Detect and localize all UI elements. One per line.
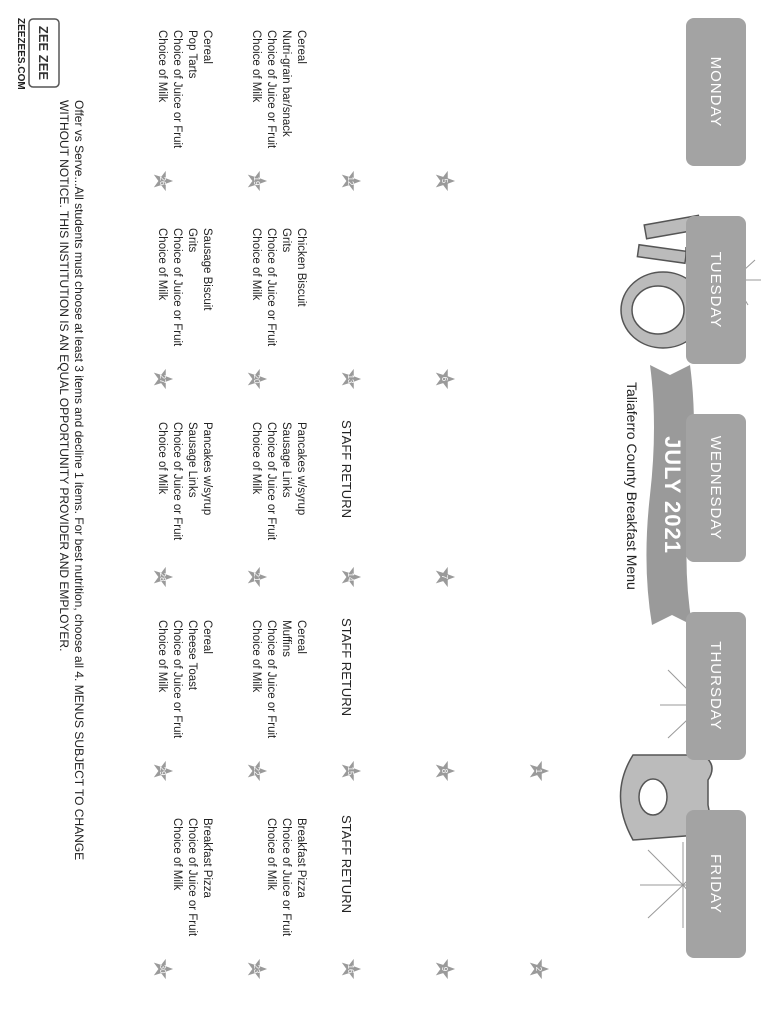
menu-item: Sausage Biscuit bbox=[201, 228, 213, 311]
date-star bbox=[340, 760, 362, 782]
footer-line: Offer vs Serve...All students must choose at least 3 items and decline 1 items. For best nutrition, choose all 4. MENUS SUBJECT TO CHANGE bbox=[72, 100, 86, 861]
page-subtitle: Taliaferro County Breakfast Menu bbox=[624, 382, 640, 590]
date-label: 5 bbox=[440, 178, 450, 184]
day-header-friday: FRIDAY bbox=[686, 810, 746, 958]
menu-item: Choice of Juice or Fruit bbox=[171, 228, 183, 347]
staff-return-friday: STAFF RETURN bbox=[339, 815, 354, 913]
date-label: 19 bbox=[252, 176, 262, 186]
menu-cell-wednesday-21 bbox=[248, 422, 308, 592]
menu-item: Choice of Juice or Fruit bbox=[265, 30, 277, 149]
menu-item: Choice of Milk bbox=[156, 228, 168, 301]
menu-item: Choice of Milk bbox=[250, 30, 262, 103]
menu-item: Choice of Milk bbox=[171, 818, 183, 891]
logo-text: ZEE ZEE bbox=[36, 25, 51, 81]
staff-return-wednesday: STAFF RETURN bbox=[339, 420, 354, 518]
menu-item: Sausage Links bbox=[280, 422, 292, 498]
date-label: 1 bbox=[534, 768, 544, 774]
menu-item: Pop Tarts bbox=[186, 30, 198, 79]
menu-cell-monday-26 bbox=[154, 30, 214, 200]
menu-item: Choice of Milk bbox=[156, 30, 168, 103]
menu-item: Grits bbox=[280, 228, 292, 253]
date-star bbox=[528, 760, 550, 782]
day-header-tuesday: TUESDAY bbox=[686, 216, 746, 364]
menu-item: Choice of Milk bbox=[250, 228, 262, 301]
menu-item: Choice of Juice or Fruit bbox=[265, 620, 277, 739]
staff-return-thursday: STAFF RETURN bbox=[339, 618, 354, 716]
menu-item: Choice of Milk bbox=[250, 422, 262, 495]
menu-item: Choice of Juice or Fruit bbox=[171, 422, 183, 541]
date-label: 14 bbox=[346, 572, 356, 582]
date-label: 15 bbox=[346, 766, 356, 776]
day-header-monday: MONDAY bbox=[686, 18, 746, 166]
menu-item: Breakfast Pizza bbox=[295, 818, 307, 898]
date-star bbox=[340, 566, 362, 588]
menu-cell-friday-23 bbox=[263, 818, 308, 988]
menu-cell-tuesday-20 bbox=[248, 228, 308, 398]
menu-item: Sausage Links bbox=[186, 422, 198, 498]
date-star bbox=[434, 368, 456, 390]
date-star bbox=[340, 958, 362, 980]
date-label: 8 bbox=[440, 768, 450, 774]
date-label: 30 bbox=[158, 964, 168, 974]
day-header-wednesday: WEDNESDAY bbox=[686, 414, 746, 562]
menu-item: Cereal bbox=[201, 620, 213, 654]
date-label: 26 bbox=[158, 176, 168, 186]
menu-cell-monday-19 bbox=[248, 30, 308, 200]
menu-item: Pancakes w/syrup bbox=[295, 422, 307, 516]
menu-cell-thursday-29 bbox=[154, 620, 214, 790]
date-label: 20 bbox=[252, 374, 262, 384]
menu-item: Choice of Milk bbox=[265, 818, 277, 891]
date-label: 13 bbox=[346, 374, 356, 384]
date-label: 12 bbox=[346, 176, 356, 186]
menu-item: Choice of Milk bbox=[156, 620, 168, 693]
menu-item: Cereal bbox=[295, 620, 307, 654]
day-header-thursday: THURSDAY bbox=[686, 612, 746, 760]
menu-item: Choice of Milk bbox=[250, 620, 262, 693]
menu-item: Pancakes w/syrup bbox=[201, 422, 213, 516]
zeezees-logo bbox=[28, 18, 60, 88]
date-label: 7 bbox=[440, 574, 450, 580]
date-label: 27 bbox=[158, 374, 168, 384]
brand-url: ZEEZEES.COM bbox=[15, 18, 26, 90]
menu-cell-friday-30 bbox=[169, 818, 214, 988]
menu-item: Cereal bbox=[295, 30, 307, 64]
menu-item: Chicken Biscuit bbox=[295, 228, 307, 307]
date-label: 21 bbox=[252, 572, 262, 582]
menu-item: Choice of Milk bbox=[156, 422, 168, 495]
date-label: 23 bbox=[252, 964, 262, 974]
menu-item: Choice of Juice or Fruit bbox=[265, 228, 277, 347]
menu-item: Choice of Juice or Fruit bbox=[186, 818, 198, 937]
menu-item: Cheese Toast bbox=[186, 620, 198, 691]
footer-notice bbox=[56, 100, 86, 1020]
date-star bbox=[434, 958, 456, 980]
date-label: 2 bbox=[534, 966, 544, 972]
menu-item: Choice of Juice or Fruit bbox=[280, 818, 292, 937]
menu-item: Choice of Juice or Fruit bbox=[171, 30, 183, 149]
date-label: 29 bbox=[158, 766, 168, 776]
date-label: 6 bbox=[440, 376, 450, 382]
date-star bbox=[340, 170, 362, 192]
menu-item: Muffins bbox=[280, 620, 292, 657]
footer-line: WITHOUT NOTICE. THIS INSTITUTION IS AN EQUAL OPPORTUNITY PROVIDER AND EMPLOYER. bbox=[57, 100, 71, 652]
menu-item: Breakfast Pizza bbox=[201, 818, 213, 898]
menu-cell-wednesday-28 bbox=[154, 422, 214, 592]
page-title: JULY 2021 bbox=[660, 436, 685, 554]
menu-cell-thursday-22 bbox=[248, 620, 308, 790]
menu-item: Choice of Juice or Fruit bbox=[171, 620, 183, 739]
date-label: 9 bbox=[440, 966, 450, 972]
menu-item: Cereal bbox=[201, 30, 213, 64]
menu-item: Nutri-grain bar/snack bbox=[280, 30, 292, 137]
date-star bbox=[434, 170, 456, 192]
date-label: 28 bbox=[158, 572, 168, 582]
date-star bbox=[434, 760, 456, 782]
date-star bbox=[434, 566, 456, 588]
date-star bbox=[340, 368, 362, 390]
menu-item: Choice of Juice or Fruit bbox=[265, 422, 277, 541]
date-label: 22 bbox=[252, 766, 262, 776]
menu-cell-tuesday-27 bbox=[154, 228, 214, 398]
date-star bbox=[528, 958, 550, 980]
date-label: 16 bbox=[346, 964, 356, 974]
menu-item: Grits bbox=[186, 228, 198, 253]
